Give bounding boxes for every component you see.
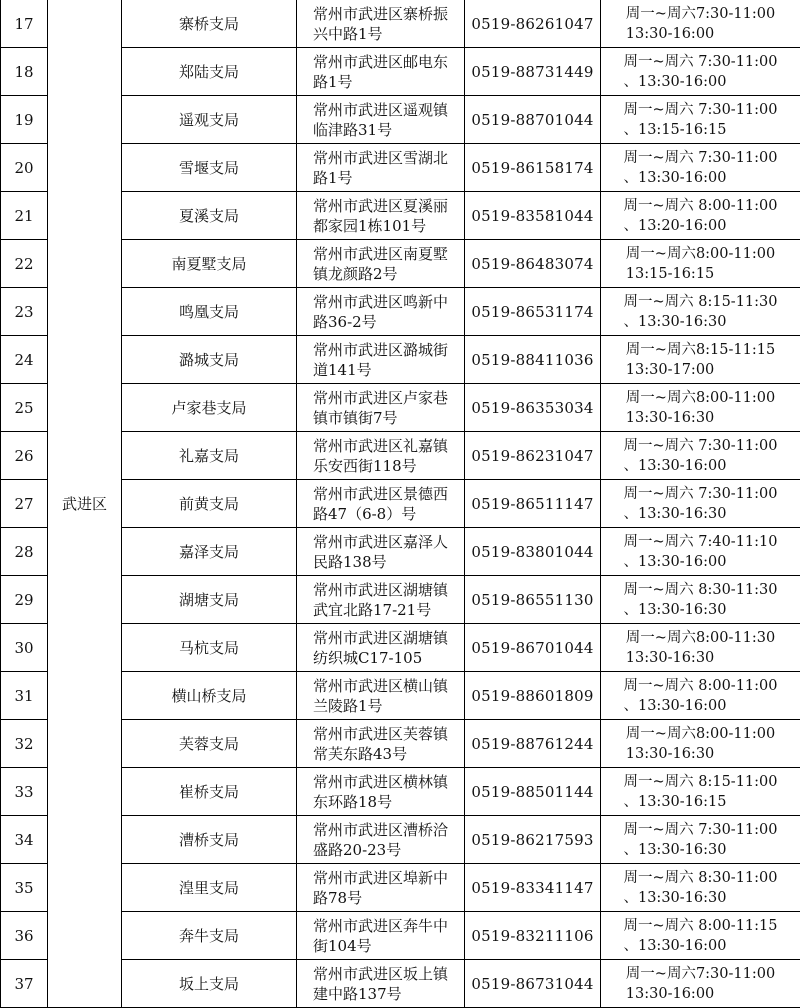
hours-line: 周一~周六 8:00-11:15 [623, 917, 778, 934]
hours-line: 周一~周六 8:30-11:00 [623, 869, 778, 886]
branch-phone: 0519-88761244 [465, 720, 601, 768]
branch-phone: 0519-86231047 [465, 432, 601, 480]
address-line: 街104号 [312, 936, 372, 955]
business-hours [601, 528, 800, 576]
address-line: 路47（6-8）号 [312, 504, 417, 523]
row-number: 33 [1, 768, 48, 816]
hours-line: 13:30-16:00 [625, 985, 715, 1002]
branch-address [297, 816, 465, 864]
address-line: 东环路18号 [312, 792, 393, 811]
row-number: 28 [1, 528, 48, 576]
row-number: 29 [1, 576, 48, 624]
row-number: 21 [1, 192, 48, 240]
hours-line: 13:30-16:30 [625, 409, 715, 426]
row-number: 17 [1, 0, 48, 48]
branch-address [297, 768, 465, 816]
business-hours [601, 720, 800, 768]
branch-phone: 0519-86353034 [465, 384, 601, 432]
address-line: 民路138号 [312, 552, 387, 571]
address-line: 镇市镇街7号 [312, 408, 398, 427]
address-line: 常州市武进区卢家巷 [312, 388, 448, 407]
address-line: 常州市武进区埠新中 [312, 868, 448, 887]
business-hours [601, 960, 800, 1008]
hours-line: 周一~周六 7:30-11:00 [623, 485, 778, 502]
address-line: 道141号 [312, 360, 372, 379]
hours-line: 、13:30-16:30 [623, 841, 727, 858]
row-number: 37 [1, 960, 48, 1008]
hours-line: 、13:30-16:30 [623, 889, 727, 906]
business-hours [601, 96, 800, 144]
branch-address [297, 192, 465, 240]
table-body [1, 0, 800, 1008]
branch-name: 芙蓉支局 [122, 720, 297, 768]
branch-address [297, 432, 465, 480]
row-number: 25 [1, 384, 48, 432]
branch-address [297, 240, 465, 288]
address-line: 镇龙颜路2号 [312, 264, 398, 283]
branch-phone: 0519-86731044 [465, 960, 601, 1008]
branch-phone: 0519-83341147 [465, 864, 601, 912]
hours-line: 、13:30-16:00 [623, 937, 727, 954]
hours-line: 、13:30-16:00 [623, 697, 727, 714]
branch-name: 坂上支局 [122, 960, 297, 1008]
branch-name: 寨桥支局 [122, 0, 297, 48]
hours-line: 周一~周六8:00-11:30 [625, 629, 776, 646]
branch-phone: 0519-88701044 [465, 96, 601, 144]
business-hours [601, 240, 800, 288]
branch-name: 礼嘉支局 [122, 432, 297, 480]
address-line: 都家园1栋101号 [312, 216, 427, 235]
branch-phone: 0519-83211106 [465, 912, 601, 960]
branch-name: 郑陆支局 [122, 48, 297, 96]
branch-name: 南夏墅支局 [122, 240, 297, 288]
branch-phone: 0519-86701044 [465, 624, 601, 672]
branch-name: 湖塘支局 [122, 576, 297, 624]
address-line: 常州市武进区雪湖北 [312, 148, 448, 167]
hours-line: 周一~周六8:00-11:00 [625, 245, 776, 262]
branch-address [297, 576, 465, 624]
business-hours [601, 48, 800, 96]
branch-phone: 0519-88601809 [465, 672, 601, 720]
business-hours [601, 864, 800, 912]
address-line: 常州市武进区景德西 [312, 484, 448, 503]
branch-name: 嘉泽支局 [122, 528, 297, 576]
branch-name: 雪堰支局 [122, 144, 297, 192]
address-line: 路1号 [312, 72, 353, 91]
branch-phone: 0519-88731449 [465, 48, 601, 96]
branch-address [297, 48, 465, 96]
address-line: 常州市武进区礼嘉镇 [312, 436, 448, 455]
branch-name: 崔桥支局 [122, 768, 297, 816]
branch-name: 鸣凰支局 [122, 288, 297, 336]
row-number: 23 [1, 288, 48, 336]
hours-line: 13:30-16:00 [625, 25, 715, 42]
row-number: 18 [1, 48, 48, 96]
branch-address [297, 528, 465, 576]
address-line: 常州市武进区湖塘镇 [312, 628, 448, 647]
branch-phone: 0519-88501144 [465, 768, 601, 816]
business-hours [601, 912, 800, 960]
address-line: 纺织城C17-105 [312, 648, 423, 667]
branch-address [297, 672, 465, 720]
hours-line: 周一~周六 7:30-11:00 [623, 149, 778, 166]
branch-address [297, 480, 465, 528]
branch-address [297, 912, 465, 960]
business-hours [601, 288, 800, 336]
hours-line: 周一~周六 8:15-11:00 [623, 773, 778, 790]
hours-line: 、13:20-16:00 [623, 217, 727, 234]
hours-line: 、13:30-16:30 [623, 505, 727, 522]
row-number: 20 [1, 144, 48, 192]
business-hours [601, 432, 800, 480]
row-number: 35 [1, 864, 48, 912]
branch-phone: 0519-88411036 [465, 336, 601, 384]
branch-phone: 0519-86261047 [465, 0, 601, 48]
address-line: 常州市武进区横林镇 [312, 772, 448, 791]
branch-name: 漕桥支局 [122, 816, 297, 864]
row-number: 31 [1, 672, 48, 720]
hours-line: 周一~周六 7:30-11:00 [623, 101, 778, 118]
branch-address [297, 0, 465, 48]
hours-line: 、13:15-16:15 [623, 121, 727, 138]
row-number: 19 [1, 96, 48, 144]
branch-address [297, 720, 465, 768]
address-line: 常州市武进区潞城街 [312, 340, 448, 359]
business-hours [601, 576, 800, 624]
row-number: 36 [1, 912, 48, 960]
hours-line: 、13:30-16:00 [623, 169, 727, 186]
business-hours [601, 624, 800, 672]
hours-line: 、13:30-16:30 [623, 601, 727, 618]
branch-address [297, 384, 465, 432]
branch-name: 前黄支局 [122, 480, 297, 528]
branch-phone: 0519-86531174 [465, 288, 601, 336]
branch-address [297, 960, 465, 1008]
business-hours [601, 768, 800, 816]
row-number: 34 [1, 816, 48, 864]
hours-line: 、13:30-16:30 [623, 313, 727, 330]
hours-line: 周一~周六 8:15-11:30 [623, 293, 778, 310]
row-number: 30 [1, 624, 48, 672]
hours-line: 周一~周六 7:30-11:00 [623, 53, 778, 70]
address-line: 常州市武进区横山镇 [312, 676, 448, 695]
hours-line: 周一~周六7:30-11:00 [625, 965, 776, 982]
address-line: 常州市武进区鸣新中 [312, 292, 448, 311]
address-line: 建中路137号 [312, 984, 402, 1003]
branch-address [297, 96, 465, 144]
branch-phone: 0519-86511147 [465, 480, 601, 528]
branch-address [297, 336, 465, 384]
branch-phone: 0519-86158174 [465, 144, 601, 192]
address-line: 常州市武进区南夏墅 [312, 244, 448, 263]
address-line: 兴中路1号 [312, 24, 383, 43]
branch-address [297, 864, 465, 912]
address-line: 路78号 [312, 888, 363, 907]
branch-name: 遥观支局 [122, 96, 297, 144]
hours-line: 、13:30-16:15 [623, 793, 727, 810]
address-line: 兰陵路1号 [312, 696, 383, 715]
address-line: 常芙东路43号 [312, 744, 408, 763]
hours-line: 、13:30-16:00 [623, 73, 727, 90]
district-cell: 武进区 [48, 0, 122, 1008]
address-line: 常州市武进区芙蓉镇 [312, 724, 448, 743]
address-line: 常州市武进区嘉泽人 [312, 532, 448, 551]
branch-phone: 0519-86217593 [465, 816, 601, 864]
branch-phone: 0519-83581044 [465, 192, 601, 240]
business-hours [601, 0, 800, 48]
hours-line: 周一~周六 7:40-11:10 [623, 533, 778, 550]
branch-address [297, 144, 465, 192]
address-line: 常州市武进区邮电东 [312, 52, 448, 71]
table-row [1, 0, 800, 48]
row-number: 32 [1, 720, 48, 768]
business-hours [601, 192, 800, 240]
hours-line: 周一~周六8:15-11:15 [625, 341, 776, 358]
branch-name: 横山桥支局 [122, 672, 297, 720]
address-line: 路1号 [312, 168, 353, 187]
address-line: 常州市武进区寨桥振 [312, 4, 448, 23]
address-line: 乐安西街118号 [312, 456, 417, 475]
address-line: 常州市武进区遥观镇 [312, 100, 448, 119]
hours-line: 13:30-17:00 [625, 361, 715, 378]
hours-line: 13:30-16:30 [625, 649, 715, 666]
hours-line: 、13:30-16:00 [623, 553, 727, 570]
hours-line: 周一~周六7:30-11:00 [625, 5, 776, 22]
address-line: 常州市武进区夏溪丽 [312, 196, 448, 215]
branch-phone: 0519-83801044 [465, 528, 601, 576]
row-number: 27 [1, 480, 48, 528]
address-line: 武宜北路17-21号 [312, 600, 432, 619]
business-hours [601, 336, 800, 384]
branch-name: 卢家巷支局 [122, 384, 297, 432]
row-number: 24 [1, 336, 48, 384]
address-line: 临津路31号 [312, 120, 393, 139]
branch-name: 夏溪支局 [122, 192, 297, 240]
address-line: 常州市武进区坂上镇 [312, 964, 448, 983]
address-line: 常州市武进区奔牛中 [312, 916, 448, 935]
hours-line: 周一~周六 7:30-11:00 [623, 437, 778, 454]
hours-line: 周一~周六 8:00-11:00 [623, 197, 778, 214]
address-line: 路36-2号 [312, 312, 377, 331]
hours-line: 13:30-16:30 [625, 745, 715, 762]
hours-line: 、13:30-16:00 [623, 457, 727, 474]
address-line: 盛路20-23号 [312, 840, 402, 859]
branch-name: 马杭支局 [122, 624, 297, 672]
row-number: 26 [1, 432, 48, 480]
address-line: 常州市武进区湖塘镇 [312, 580, 448, 599]
hours-line: 周一~周六8:00-11:00 [625, 389, 776, 406]
business-hours [601, 144, 800, 192]
hours-line: 周一~周六 8:30-11:30 [623, 581, 778, 598]
hours-line: 13:15-16:15 [625, 265, 715, 282]
branch-address [297, 624, 465, 672]
business-hours [601, 480, 800, 528]
branch-phone: 0519-86551130 [465, 576, 601, 624]
business-hours [601, 816, 800, 864]
branch-name: 潞城支局 [122, 336, 297, 384]
hours-line: 周一~周六8:00-11:00 [625, 725, 776, 742]
branch-name: 湟里支局 [122, 864, 297, 912]
business-hours [601, 384, 800, 432]
branch-phone: 0519-86483074 [465, 240, 601, 288]
branch-address [297, 288, 465, 336]
branch-name: 奔牛支局 [122, 912, 297, 960]
row-number: 22 [1, 240, 48, 288]
address-line: 常州市武进区漕桥洽 [312, 820, 448, 839]
hours-line: 周一~周六 7:30-11:00 [623, 821, 778, 838]
business-hours [601, 672, 800, 720]
hours-line: 周一~周六 8:00-11:00 [623, 677, 778, 694]
